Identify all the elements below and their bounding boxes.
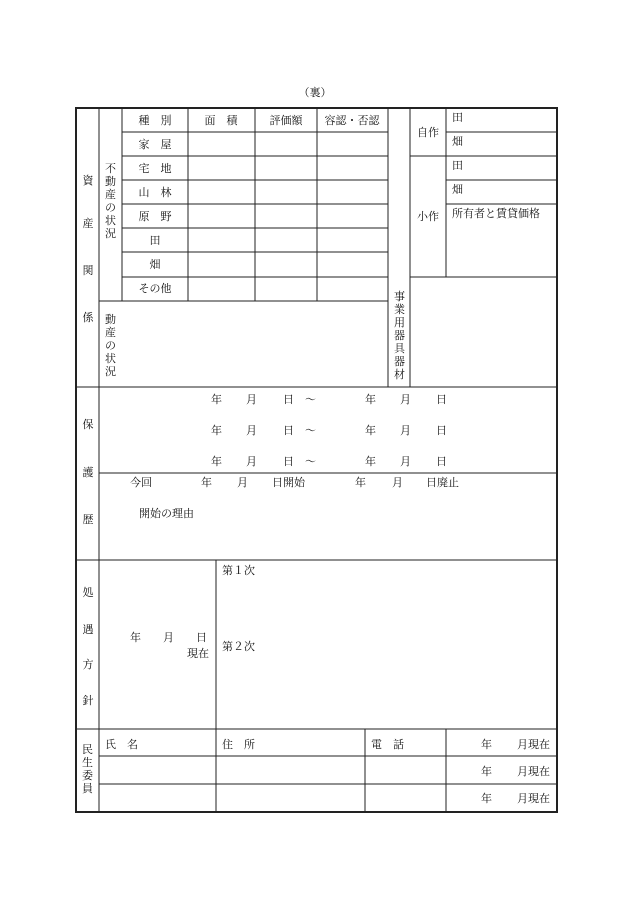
col-phone: 電 話 (371, 738, 404, 751)
owned-farm-label: 自作 (417, 126, 439, 139)
tenant-rice: 田 (452, 159, 463, 172)
policy-as-of: 現在 (187, 647, 209, 660)
reason-label: 開始の理由 (139, 507, 194, 520)
tenant-field: 畑 (452, 183, 463, 196)
tenant-farm-label: 小作 (417, 210, 439, 223)
col-type: 種 別 (138, 114, 172, 127)
row-house: 家 屋 (138, 138, 172, 151)
col-name: 氏 名 (105, 738, 138, 751)
policy-second: 第２次 (222, 640, 255, 653)
col-value: 評価額 (269, 114, 303, 127)
movable-label: 動産の状況 (105, 313, 116, 378)
col-area: 面 積 (204, 114, 238, 127)
col-approval: 容認・否認 (324, 114, 380, 127)
row-forest: 山 林 (138, 186, 172, 199)
col-address: 住 所 (222, 738, 255, 751)
owned-field: 畑 (452, 135, 463, 148)
row-land: 宅 地 (138, 162, 172, 175)
row-rice-field: 田 (149, 234, 161, 247)
commissioner-label: 民生委員 (82, 743, 93, 795)
row-other: その他 (138, 282, 172, 295)
row-dry-field: 畑 (149, 258, 161, 271)
real-estate-label: 不動産の状況 (105, 162, 116, 240)
policy-date: 年 月 日 (130, 631, 207, 644)
equipment-label: 事業用器具器材 (394, 290, 405, 381)
row-wasteland: 原 野 (138, 210, 172, 223)
owner-rent-label: 所有者と賃貸価格 (452, 207, 540, 220)
owned-rice: 田 (452, 111, 463, 124)
policy-first: 第１次 (222, 564, 255, 577)
page-heading: （裏） (298, 86, 332, 99)
